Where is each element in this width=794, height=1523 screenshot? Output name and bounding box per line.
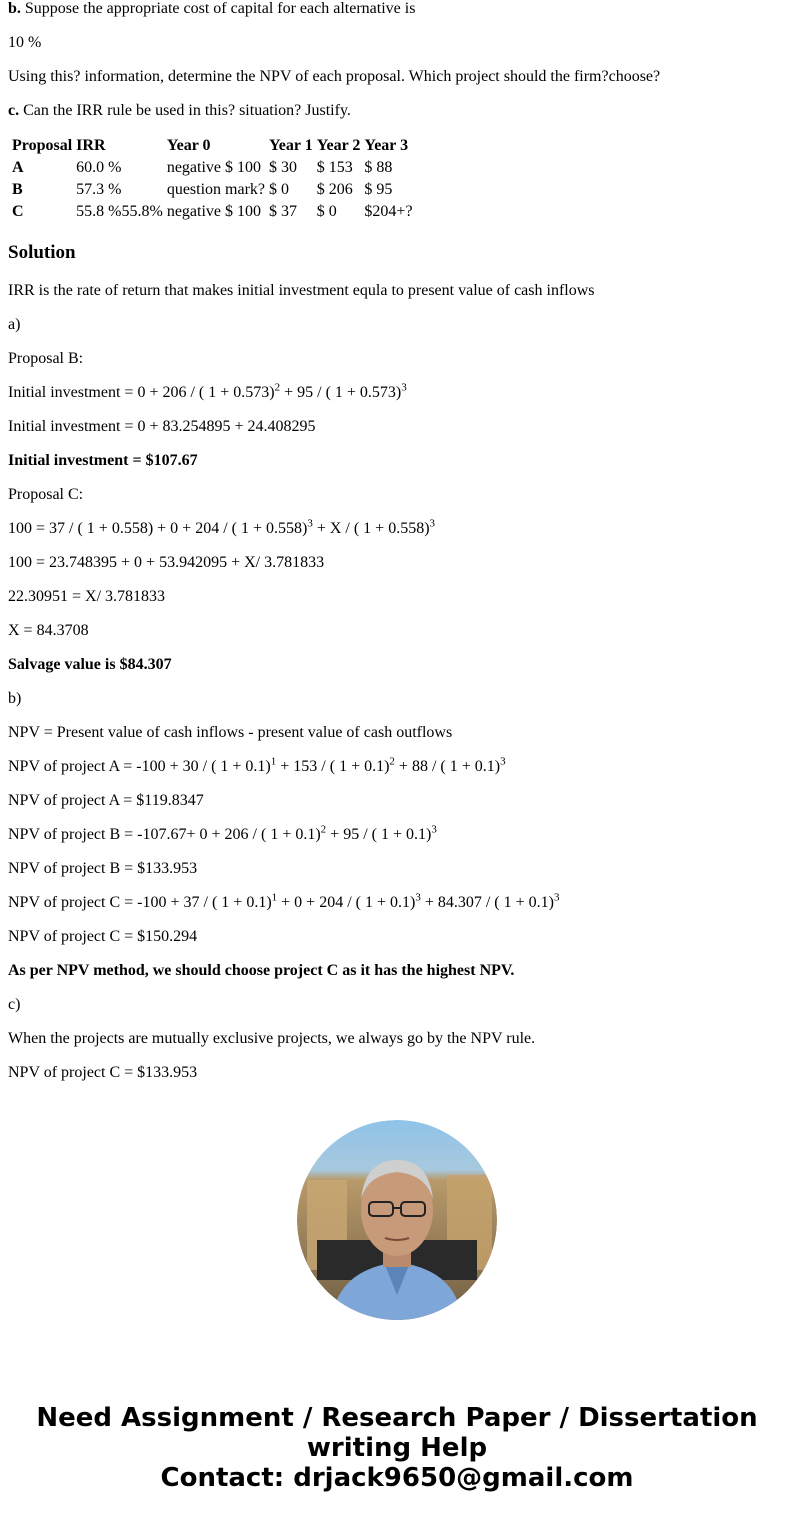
table-cell: $204+? <box>364 203 413 220</box>
table-cell: $ 30 <box>269 159 298 176</box>
solution-heading: Solution <box>8 242 76 263</box>
equation-text: NPV of project B = -107.67+ 0 + 206 / ( 1 + 0.1) <box>8 826 321 843</box>
table-cell: $ 88 <box>364 159 393 176</box>
table-header-row <box>11 136 414 156</box>
table-row <box>11 158 414 178</box>
avatar-container <box>8 1120 786 1320</box>
table-row <box>11 202 414 222</box>
proposal-c-equation-2: 100 = 23.748395 + 0 + 53.942095 + X/ 3.781833 <box>8 554 325 571</box>
table-cell: negative $ 100 <box>166 159 262 176</box>
equation-text: + X / ( 1 + 0.558) <box>312 520 430 537</box>
question-c-text: Can the IRR rule be used in this? situation? Justify. <box>19 102 351 119</box>
table-cell: 57.3 % <box>76 181 122 198</box>
table-cell: 60.0 % <box>76 159 122 176</box>
equation-text: + 88 / ( 1 + 0.1) <box>394 758 501 775</box>
question-instruction: Using this? information, determine the NPV of each proposal. Which project should the firm?choose? <box>8 68 661 85</box>
table-cell: question mark? <box>166 181 266 198</box>
equation-text: + 84.307 / ( 1 + 0.1) <box>420 894 554 911</box>
table-cell: $ 206 <box>316 181 353 198</box>
exponent: 3 <box>307 517 313 530</box>
table-header-cell: Year 2 <box>316 137 361 154</box>
npv-definition: NPV = Present value of cash inflows - present value of cash outflows <box>8 724 453 741</box>
proposal-b-result: Initial investment = $107.67 <box>8 452 198 469</box>
exponent: 3 <box>431 823 437 836</box>
table-cell: negative $ 100 <box>166 203 262 220</box>
promo-line-2: writing Help <box>306 1433 488 1463</box>
npv-a-equation <box>8 755 786 776</box>
npv-a-result: NPV of project A = $119.8347 <box>8 792 204 809</box>
equation-text: Initial investment = 0 + 206 / ( 1 + 0.573) <box>8 384 275 401</box>
table-cell: A <box>12 159 24 176</box>
table-cell: $ 95 <box>364 181 393 198</box>
npv-conclusion: As per NPV method, we should choose project C as it has the highest NPV. <box>8 962 515 979</box>
equation-text: + 95 / ( 1 + 0.573) <box>280 384 402 401</box>
exponent: 3 <box>415 891 421 904</box>
exponent: 3 <box>553 891 560 904</box>
proposal-b-label: Proposal B: <box>8 350 84 367</box>
part-b-label: b) <box>8 690 22 707</box>
table-header-cell: Year 3 <box>364 137 409 154</box>
table-cell: C <box>12 203 24 220</box>
exponent: 1 <box>270 755 277 768</box>
exponent: 3 <box>500 755 506 768</box>
cost-of-capital-rate: 10 % <box>8 34 42 51</box>
exponent: 1 <box>271 891 278 904</box>
proposal-c-label: Proposal C: <box>8 486 84 503</box>
table-header-cell: IRR <box>76 137 106 154</box>
table-header-cell: Proposal <box>12 137 73 154</box>
part-c-result: NPV of project C = $133.953 <box>8 1064 198 1081</box>
table-cell: $ 153 <box>316 159 353 176</box>
promo-line-1: Need Assignment / Research Paper / Dissertation <box>36 1403 758 1433</box>
proposal-c-equation-3: 22.30951 = X/ 3.781833 <box>8 588 166 605</box>
table-cell: B <box>12 181 23 198</box>
table-header-cell: Year 1 <box>269 137 313 154</box>
npv-c-result: NPV of project C = $150.294 <box>8 928 198 945</box>
question-b <box>8 0 786 18</box>
equation-text: 100 = 37 / ( 1 + 0.558) + 0 + 204 / ( 1 + 0.558) <box>8 520 308 537</box>
irr-definition: IRR is the rate of return that makes initial investment equla to present value of cash inflows <box>8 282 595 299</box>
table-cell: $ 37 <box>269 203 298 220</box>
npv-b-equation <box>8 823 786 844</box>
avatar <box>297 1120 497 1320</box>
question-c <box>8 102 786 120</box>
equation-text: + 0 + 204 / ( 1 + 0.1) <box>277 894 416 911</box>
exponent: 3 <box>429 517 436 530</box>
exponent: 2 <box>389 755 395 768</box>
table-cell: 55.8 %55.8% <box>76 203 163 220</box>
proposal-c-equation-1 <box>8 517 786 538</box>
equation-text: + 95 / ( 1 + 0.1) <box>326 826 432 843</box>
npv-b-result: NPV of project B = $133.953 <box>8 860 198 877</box>
equation-text: NPV of project C = -100 + 37 / ( 1 + 0.1) <box>8 894 272 911</box>
exponent: 2 <box>274 381 281 394</box>
table-cell: $ 0 <box>316 203 337 220</box>
question-c-label: c. <box>8 102 20 119</box>
proposal-c-equation-4: X = 84.3708 <box>8 622 89 639</box>
npv-c-equation <box>8 891 786 912</box>
exponent: 2 <box>320 823 327 836</box>
part-a-label: a) <box>8 316 21 333</box>
question-b-label: b. <box>8 0 21 17</box>
equation-text: + 153 / ( 1 + 0.1) <box>276 758 390 775</box>
portrait-image <box>297 1120 497 1320</box>
proposal-c-result: Salvage value is $84.307 <box>8 656 172 673</box>
proposal-table <box>9 134 416 224</box>
part-c-text: When the projects are mutually exclusive projects, we always go by the NPV rule. <box>8 1030 536 1047</box>
promo-banner <box>0 1403 794 1493</box>
table-row <box>11 180 414 200</box>
part-c-label: c) <box>8 996 21 1013</box>
proposal-b-equation-2: Initial investment = 0 + 83.254895 + 24.408295 <box>8 418 316 435</box>
equation-text: NPV of project A = -100 + 30 / ( 1 + 0.1) <box>8 758 271 775</box>
table-cell: $ 0 <box>269 181 290 198</box>
proposal-b-equation-1 <box>8 381 786 402</box>
table-header-cell: Year 0 <box>166 137 211 154</box>
exponent: 3 <box>401 381 407 394</box>
promo-contact: Contact: drjack9650@gmail.com <box>160 1463 634 1493</box>
question-b-text: Suppose the appropriate cost of capital for each alternative is <box>20 0 416 17</box>
